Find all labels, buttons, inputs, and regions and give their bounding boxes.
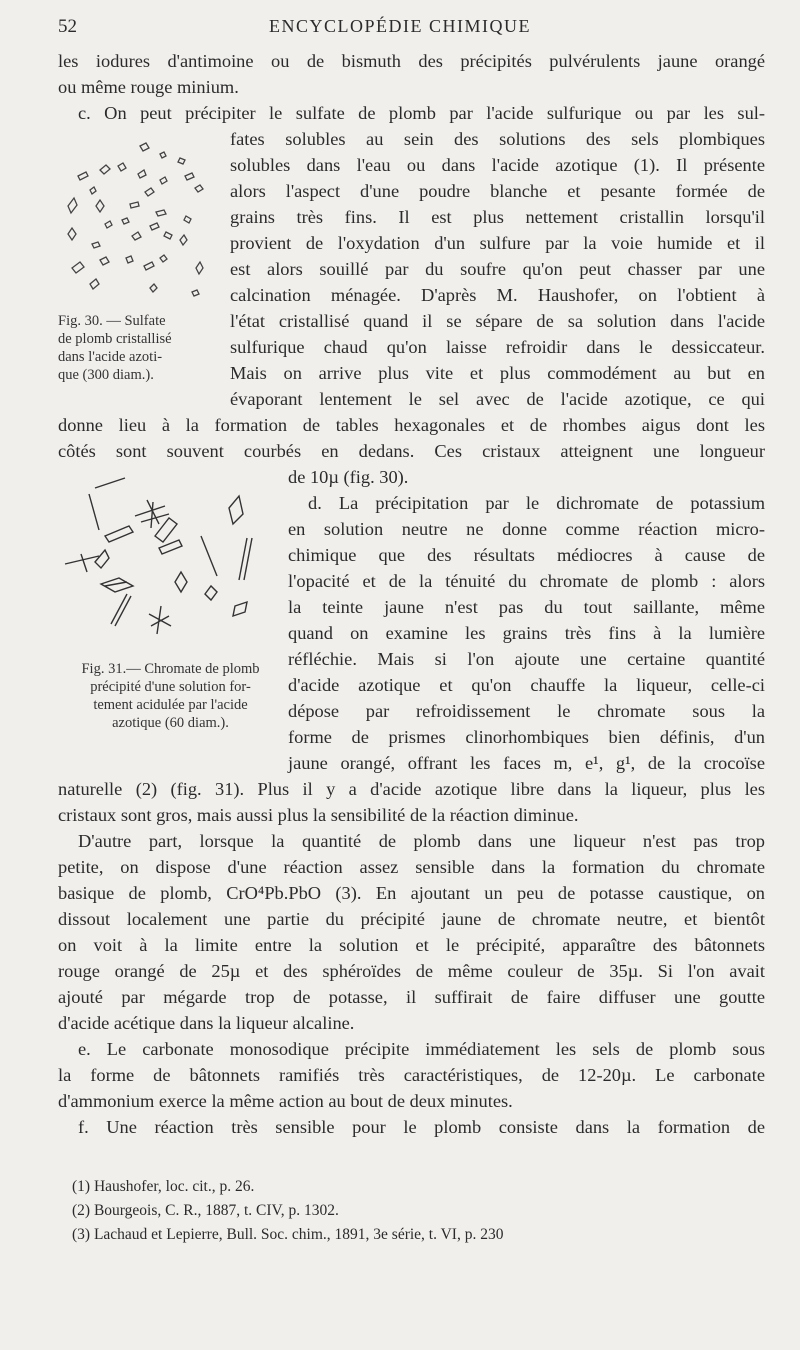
text-line: évaporant lentement le sel avec de l'acide azotique, ce qui <box>230 389 765 409</box>
text-line: de 10µ (fig. 30). <box>288 467 409 487</box>
text-line: côtés sont souvent courbés en dedans. Ces cristaux atteignent une longueur <box>58 441 765 461</box>
text-line: dépose par refroidissement le chromate sous la <box>288 701 765 721</box>
text-line: c. On peut précipiter le sulfate de plomb par l'acide sulfurique ou par les sul- <box>78 103 765 123</box>
footnote: (2) Bourgeois, C. R., 1887, t. CIV, p. 1302. <box>72 1202 339 1219</box>
text-line: les iodures d'antimoine ou de bismuth des précipités pulvérulents jaune orangé <box>58 51 765 71</box>
text-line: provient de l'oxydation d'un sulfure par la voie humide et il <box>230 233 765 253</box>
figure-31-chromate-crystals <box>55 472 280 657</box>
text-line: Mais on arrive plus vite et plus commodément au but en <box>230 363 765 383</box>
text-line: D'autre part, lorsque la quantité de plomb dans une liqueur n'est pas trop <box>78 831 765 851</box>
text-line: ajouté par mégarde trop de potasse, il suffirait de faire diffuser une goutte <box>58 987 765 1007</box>
text-line: on voit à la limite entre la solution et le précipité, apparaître des bâtonnets <box>58 935 765 955</box>
text-line: dissout localement une partie du précipité jaune de chromate neutre, et bientôt <box>58 909 765 929</box>
text-line: d'ammonium exerce la même action au bout de deux minutes. <box>58 1091 513 1111</box>
text-line: cristaux sont gros, mais aussi plus la sensibilité de la réaction diminue. <box>58 805 579 825</box>
page-header <box>0 10 800 40</box>
text-line: donne lieu à la formation de tables hexagonales et de rhombes aigus dont les <box>58 415 765 435</box>
text-line: d'acide azotique et qu'on chauffe la liqueur, celle-ci <box>288 675 765 695</box>
footnote: (3) Lachaud et Lepierre, Bull. Soc. chim., 1891, 3e série, t. VI, p. 230 <box>72 1226 504 1243</box>
text-line: rouge orangé de 25µ et des sphéroïdes de même couleur de 35µ. Si l'on avait <box>58 961 765 981</box>
text-line: basique de plomb, CrO⁴Pb.PbO (3). En ajoutant un peu de potasse caustique, on <box>58 883 765 903</box>
text-line: grains très fins. Il est plus nettement cristallin lorsqu'il <box>230 207 765 227</box>
text-line: quand on examine les grains très fins à la lumière <box>288 623 765 643</box>
text-line: est alors souillé par du soufre qu'on peut chasser par une <box>230 259 765 279</box>
text-line: d'acide acétique dans la liqueur alcaline. <box>58 1013 355 1033</box>
text-line: l'état cristallisé quand il se sépare de sa solution dans l'acide <box>230 311 765 331</box>
text-line: naturelle (2) (fig. 31). Plus il y a d'acide azotique libre dans la liqueur, plus les <box>58 779 765 799</box>
text-line: calcination ménagée. D'après M. Haushofer, on l'obtient à <box>230 285 765 305</box>
running-title: ENCYCLOPÉDIE CHIMIQUE <box>269 16 531 36</box>
text-line: la forme de bâtonnets ramifiés très caractéristiques, de 12-20µ. Le carbonate <box>58 1065 765 1085</box>
text-line: en solution neutre ne donne comme réaction micro- <box>288 519 765 539</box>
text-line: jaune orangé, offrant les faces m, e¹, g¹, de la crocoïse <box>288 753 765 773</box>
text-line: d. La précipitation par le dichromate de potassium <box>308 493 765 513</box>
figure-30-caption: Fig. 30. — Sulfate de plomb cristallisé dans l'acide azoti- que (300 diam.). <box>58 313 172 383</box>
figure-30-sulfate-crystals <box>60 140 225 310</box>
text-line: l'opacité et de la ténuité du chromate de plomb : alors <box>288 571 765 591</box>
text-line: sulfurique chaud qu'on laisse refroidir dans le dessiccateur. <box>230 337 765 357</box>
text-line: chimique que des résultats médiocres à cause de <box>288 545 765 565</box>
text-line: alors l'aspect d'une poudre blanche et pesante formée de <box>230 181 765 201</box>
text-line: réfléchie. Mais si l'on ajoute une certaine quantité <box>288 649 765 669</box>
text-line: solubles dans l'eau ou dans l'acide azotique (1). Il présente <box>230 155 765 175</box>
text-line: la teinte jaune n'est pas du tout saillante, même <box>288 597 765 617</box>
text-line: e. Le carbonate monosodique précipite immédiatement les sels de plomb sous <box>78 1039 765 1059</box>
text-line: fates solubles au sein des solutions des sels plombiques <box>230 129 765 149</box>
footnote: (1) Haushofer, loc. cit., p. 26. <box>72 1178 255 1195</box>
text-line: forme de prismes clinorhombiques bien définis, d'un <box>288 727 765 747</box>
text-line: ou même rouge minium. <box>58 77 239 97</box>
figure-31-caption: Fig. 31.— Chromate de plomb précipité d'une solution for- tement acidulée par l'acide azotique (60 diam.). <box>81 661 260 731</box>
text-line: petite, on dispose d'une réaction assez sensible dans la formation du chromate <box>58 857 765 877</box>
page-number: 52 <box>58 16 77 37</box>
text-line: f. Une réaction très sensible pour le plomb consiste dans la formation de <box>78 1117 765 1137</box>
